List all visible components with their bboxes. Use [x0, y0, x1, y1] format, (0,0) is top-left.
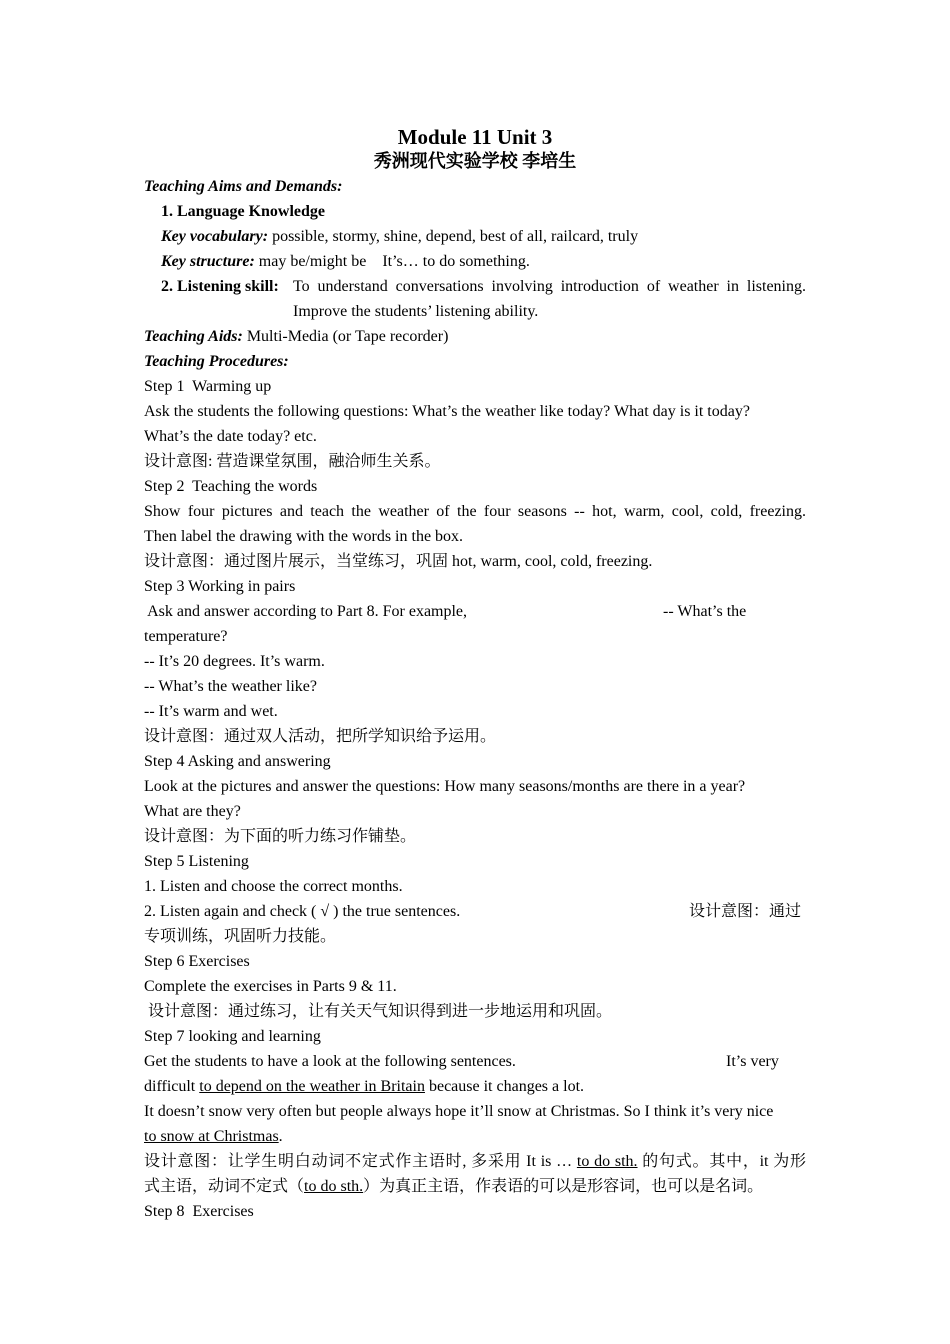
step7-example-1-start: It’s very: [726, 1053, 779, 1070]
step3-dialogue-1: -- It’s 20 degrees. It’s warm.: [144, 653, 325, 670]
step3-text-1: Ask and answer according to Part 8. For example,: [144, 603, 468, 620]
listening-skill-label: 2. Listening skill:: [161, 278, 279, 295]
step3-design-intent: 设计意图：通过双人活动，把所学知识给予运用。: [144, 728, 497, 745]
step8-title: Step 8 Exercises: [144, 1203, 254, 1220]
teaching-aids-text: Multi-Media (or Tape recorder): [242, 328, 449, 345]
key-structure-label: Key structure:: [161, 253, 255, 270]
step7-title: Step 7 looking and learning: [144, 1028, 321, 1045]
key-vocabulary-label: Key vocabulary:: [161, 228, 269, 245]
step7-design-1-b: 的句式。其中，it 为形: [637, 1153, 806, 1170]
step6-design-intent: 设计意图：通过练习，让有关天气知识得到进一步地运用和巩固。: [144, 1003, 613, 1020]
step2-text-1: Show four pictures and teach the weather of the four seasons -- hot, warm, cool, cold, freezing.: [144, 503, 806, 520]
document-subtitle: 秀洲现代实验学校 李培生: [373, 151, 577, 171]
aims-heading: Teaching Aims and Demands:: [144, 178, 343, 195]
teaching-aids-line: [144, 324, 806, 349]
step7-text-1: Get the students to have a look at the following sentences.: [144, 1053, 516, 1070]
step4-text-1: Look at the pictures and answer the questions: How many seasons/months are there in a year?: [144, 778, 746, 795]
step3-text-1-end: -- What’s the: [663, 603, 747, 620]
key-vocabulary-text: possible, stormy, shine, depend, best of all, railcard, truly: [268, 228, 639, 245]
procedures-heading: Teaching Procedures:: [144, 353, 289, 370]
listening-skill-text: To understand conversations involving introduction of weather in listening.: [293, 278, 806, 295]
step5-text-1: 1. Listen and choose the correct months.: [144, 878, 403, 895]
step7-example-1-a: difficult: [144, 1078, 200, 1095]
step7-example-2-underlined: to snow at Christmas: [144, 1128, 279, 1145]
step6-title: Step 6 Exercises: [144, 953, 250, 970]
step6-text-1: Complete the exercises in Parts 9 & 11.: [144, 978, 397, 995]
step1-text-2: What’s the date today? etc.: [144, 428, 317, 445]
step2-text-2: Then label the drawing with the words in the box.: [144, 528, 464, 545]
teaching-aids-label: Teaching Aids:: [144, 328, 243, 345]
step7-example-1-b: because it changes a lot.: [424, 1078, 585, 1095]
listening-skill-text-2: Improve the students’ listening ability.: [293, 303, 539, 320]
step1-design-intent: 设计意图: 营造课堂氛围，融洽师生关系。: [144, 453, 441, 470]
step7-design-1-underlined: to do sth.: [576, 1153, 638, 1170]
step4-text-2: What are they?: [144, 803, 241, 820]
step5-design-intent-start: 设计意图：通过: [689, 903, 802, 920]
step5-title: Step 5 Listening: [144, 853, 249, 870]
step3-text-2: temperature?: [144, 628, 228, 645]
step7-example-2: It doesn’t snow very often but people always hope it’ll snow at Christmas. So I think it’s very nice: [144, 1103, 774, 1120]
step2-title: Step 2 Teaching the words: [144, 478, 318, 495]
step1-text-1: Ask the students the following questions: What’s the weather like today? What day is it today?: [144, 403, 750, 420]
step7-example-1-underlined: to depend on the weather in Britain: [199, 1078, 425, 1095]
step7-example-2-end: [144, 1124, 806, 1149]
step7-design-intent-1: [144, 1149, 806, 1174]
step5-text-2: 2. Listen again and check ( √ ) the true sentences.: [144, 903, 461, 920]
step3-dialogue-3: -- It’s warm and wet.: [144, 703, 278, 720]
language-knowledge-heading: 1. Language Knowledge: [161, 203, 326, 220]
step3-dialogue-2: -- What’s the weather like?: [144, 678, 317, 695]
step7-design-2-underlined: to do sth.: [304, 1178, 364, 1195]
step2-design-intent: 设计意图：通过图片展示，当堂练习，巩固 hot, warm, cool, cold, freezing.: [144, 553, 653, 570]
key-vocabulary-line: [161, 224, 823, 249]
key-structure-line: [161, 249, 823, 274]
key-structure-text: may be/might be It’s… to do something.: [254, 253, 530, 270]
step7-example-2-period: .: [278, 1128, 283, 1145]
step1-title: Step 1 Warming up: [144, 378, 272, 395]
step7-design-2-b: ）为真正主语，作表语的可以是形容词，也可以是名词。: [363, 1178, 764, 1195]
step7-example-1: [144, 1074, 806, 1099]
step5-design-intent-end: 专项训练，巩固听力技能。: [144, 928, 337, 945]
step4-title: Step 4 Asking and answering: [144, 753, 331, 770]
document-title: Module 11 Unit 3: [397, 125, 553, 149]
step7-design-1-a: 设计意图：让学生明白动词不定式作主语时, 多采用 It is …: [144, 1153, 577, 1170]
step4-design-intent: 设计意图：为下面的听力练习作铺垫。: [144, 828, 417, 845]
step7-design-2-a: 式主语，动词不定式（: [144, 1178, 305, 1195]
step3-title: Step 3 Working in pairs: [144, 578, 296, 595]
step7-design-intent-2: [144, 1174, 806, 1199]
